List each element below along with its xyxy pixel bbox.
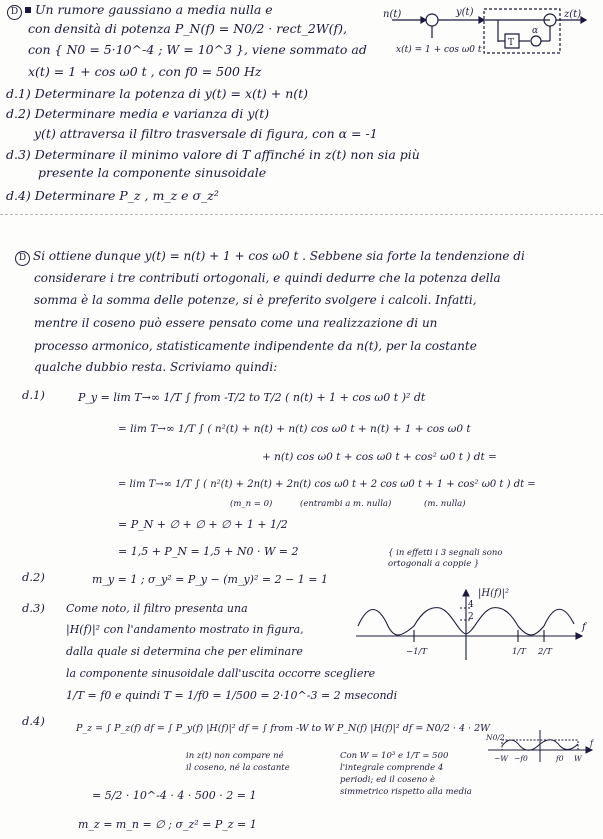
sketch-tick-2-over-t: 2/T bbox=[538, 647, 552, 657]
question-d3-cont: presente la componente sinusoidale bbox=[38, 165, 267, 180]
question-filter: y(t) attraversa il filtro trasversale di figura, con α = -1 bbox=[34, 126, 378, 141]
diagram-delay-label: T bbox=[508, 38, 515, 48]
section-divider bbox=[0, 214, 603, 215]
d1-eq-2: = lim T→∞ 1/T ∫ ( n²(t) + n(t) + n(t) cos ω0 t + n(t) + 1 + cos ω0 t bbox=[118, 423, 471, 435]
diagram-gain-label: α bbox=[532, 26, 539, 36]
spectrum-minus-f0: −f0 bbox=[514, 754, 528, 763]
d4-note-5: periodi; ed il coseno è bbox=[340, 775, 436, 785]
diagram-output-label: z(t) bbox=[564, 9, 582, 20]
solution-intro-5: processo armonico, statisticamente indipendente da n(t), per la costante bbox=[34, 339, 477, 353]
d4-note-6: simmetrico rispetto alla media bbox=[340, 787, 472, 797]
question-d4: d.4) Determinare P_z , m_z e σ_z² bbox=[6, 188, 219, 203]
sketch-y-label: |H(f)|² bbox=[478, 588, 509, 599]
d4-label: d.4) bbox=[22, 714, 45, 728]
spectrum-level-label: N0/2 bbox=[486, 733, 505, 742]
d3-line-2: |H(f)|² con l'andamento mostrato in figura, bbox=[66, 623, 304, 636]
d4-note-3: Con W = 10³ e 1/T = 500 bbox=[340, 751, 449, 761]
d3-label: d.3) bbox=[22, 601, 45, 615]
d3-line-1: Come noto, il filtro presenta una bbox=[66, 602, 248, 615]
d4-note-2: il coseno, né la costante bbox=[186, 763, 290, 773]
d4-note-1: in z(t) non compare né bbox=[186, 751, 284, 761]
problem-line-1: D Un rumore gaussiano a media nulla e bbox=[7, 4, 273, 20]
summing-node-1 bbox=[426, 14, 438, 26]
solution-intro-3: somma è la somma delle potenze, si è preferito svolgere i calcoli. Infatti, bbox=[34, 293, 477, 307]
question-d1: d.1) Determinare la potenza di y(t) = x(t) + n(t) bbox=[6, 86, 309, 101]
solution-number: D bbox=[15, 251, 30, 266]
diagram-mid-label: y(t) bbox=[456, 7, 474, 18]
d1-label: d.1) bbox=[22, 388, 45, 402]
d1-eq-4: = lim T→∞ 1/T ∫ ( n²(t) + 2n(t) + 2n(t) cos ω0 t + 2 cos ω0 t + 1 + cos² ω0 t ) dt = bbox=[118, 479, 536, 490]
problem-line-3: con { N0 = 5·10^-4 ; W = 10^3 }, viene sommato ad bbox=[28, 42, 367, 57]
d1-note-zero-mean: (m. nulla) bbox=[424, 499, 466, 509]
d4-eq-3: m_z = m_n = ∅ ; σ_z² = P_z = 1 bbox=[78, 818, 257, 831]
d1-note-mean-zero: (m_n = 0) bbox=[230, 499, 273, 509]
d4-eq-1: P_z = ∫ P_z(f) df = ∫ P_y(f) |H(f)|² df = ∫ from -W to W P_N(f) |H(f)|² df = N0/2 · 4 · 2W bbox=[76, 723, 490, 734]
sketch-tick-minus-1-over-t: −1/T bbox=[406, 647, 428, 657]
d1-eq-6: = 1,5 + P_N = 1,5 + N0 · W = 2 bbox=[118, 545, 299, 558]
question-d2: d.2) Determinare media e varianza di y(t) bbox=[6, 106, 270, 121]
sketch-tick-4: 4 bbox=[468, 600, 474, 610]
diagram-input-label: n(t) bbox=[383, 9, 402, 20]
spectrum-f0: f0 bbox=[556, 754, 564, 763]
d1-note-both-zero-mean: (entrambi a m. nulla) bbox=[300, 499, 392, 509]
sketch-tick-2: 2 bbox=[468, 612, 474, 622]
noise-spectrum-sketch bbox=[486, 728, 598, 768]
d2-eq: m_y = 1 ; σ_y² = P_y − (m_y)² = 2 − 1 = 1 bbox=[92, 573, 328, 586]
diagram-added-label: x(t) = 1 + cos ω0 t bbox=[396, 45, 482, 55]
d4-eq-2: = 5/2 · 10^-4 · 4 · 500 · 2 = 1 bbox=[92, 789, 257, 802]
solution-intro-1: D Si ottiene dunque y(t) = n(t) + 1 + cos ω0 t . Sebbene sia forte la tendenzione di bbox=[15, 250, 525, 266]
filter-block-diagram bbox=[380, 6, 595, 64]
solution-intro-4: mentre il coseno può essere pensato come una realizzazione di un bbox=[34, 316, 438, 330]
problem-number: D bbox=[7, 5, 22, 20]
spectrum-f-axis: f bbox=[590, 739, 593, 748]
d1-eq-1: P_y = lim T→∞ 1/T ∫ from -T/2 to T/2 ( n(t) + 1 + cos ω0 t )² dt bbox=[78, 391, 426, 404]
spectrum-minus-w: −W bbox=[494, 754, 508, 763]
d3-line-3: dalla quale si determina che per eliminare bbox=[66, 645, 303, 658]
filter-box bbox=[484, 9, 560, 53]
problem-line-2: con densità di potenza P_N(f) = N0/2 · rect_2W(f), bbox=[28, 21, 348, 36]
d3-line-4: la componente sinusoidale dall'uscita occorre scegliere bbox=[66, 667, 376, 680]
solution-intro-6: qualche dubbio resta. Scriviamo quindi: bbox=[34, 360, 278, 374]
d4-note-4: l'integrale comprende 4 bbox=[340, 763, 444, 773]
sketch-x-label: f bbox=[582, 622, 586, 633]
problem-line-4: x(t) = 1 + cos ω0 t , con f0 = 500 Hz bbox=[28, 64, 262, 79]
d3-line-5: 1/T = f0 e quindi T = 1/f0 = 1/500 = 2·10^-3 = 2 msecondi bbox=[66, 689, 398, 702]
bullet-mark bbox=[25, 7, 31, 13]
transfer-function-sketch bbox=[356, 586, 592, 662]
d2-label: d.2) bbox=[22, 570, 45, 584]
gain-multiplier bbox=[531, 36, 541, 46]
solution-intro-2: considerare i tre contributi ortogonali, e quindi dedurre che la potenza della bbox=[34, 271, 501, 285]
spectrum-w: W bbox=[574, 754, 582, 763]
d1-eq-5: = P_N + ∅ + ∅ + ∅ + 1 + 1/2 bbox=[118, 518, 288, 531]
question-d3: d.3) Determinare il minimo valore di T affinché in z(t) non sia più bbox=[6, 147, 420, 162]
d1-brace-note: { in effetti i 3 segnali sono ortogonali a coppie } bbox=[388, 548, 503, 569]
sketch-tick-1-over-t: 1/T bbox=[512, 647, 526, 657]
d1-eq-3: + n(t) cos ω0 t + cos ω0 t + cos² ω0 t ) dt = bbox=[262, 451, 497, 463]
